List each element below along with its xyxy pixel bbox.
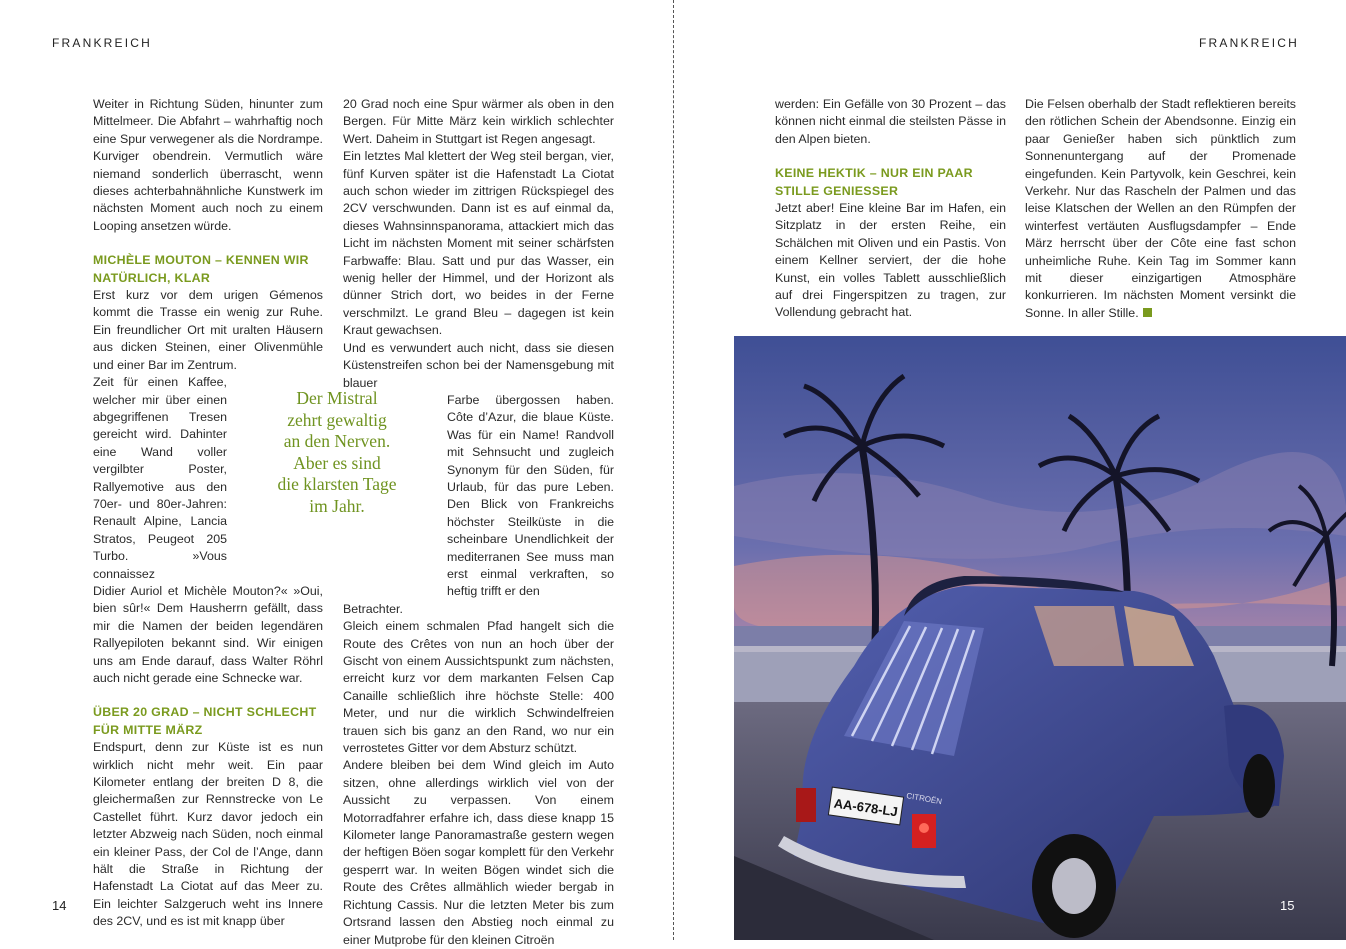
column-4: [1025, 96, 1296, 322]
pull-quote-line: an den Nerven.: [283, 431, 391, 451]
pull-quote-line: Aber es sind: [293, 452, 381, 473]
paragraph: werden: Ein Gefälle von 30 Prozent – das können nicht einmal die steilsten Pässe in den Alpen bieten.: [775, 97, 1006, 146]
page-number-left: 14: [52, 898, 67, 913]
paragraph: Farbe übergossen haben. Côte d’Azur, die blaue Küste. Was für ein Name! Randvoll mit Sehnsucht und zugleich Synonym für den Süden, für Urlaub, für das pure Leben. Den Blick von Frankreichs höchster Steilküste in die scheinbare Unendlichkeit der mediterranen See muss man erst einmal verkraften, so heftig trifft er den: [447, 392, 614, 599]
paragraph-text: Die Felsen oberhalb der Stadt reflektieren bereits den rötlichen Schein der Abendsonne. Einzig ein paar Genießer haben sich pünktlich zum Sonnenuntergang auf der Promenade eingefunden. Kein Partyvolk, kein Geschrei, kein Verkehr. Nur das Rascheln der Palmen und das leise Klatschen der Wellen an den Rümpfen der winterfest vertäuten Ausflugsdampfer – Ende März herrscht über der Côte eine fast schon unheimliche Ruhe. Kein Tag im Sommer kann mit dieser einzigartigen Atmosphäre konkurrieren. Im nächsten Moment versinkt die Sonne. In aller Stille.: [1025, 97, 1296, 320]
photo-illustration: [734, 336, 1346, 940]
pull-quote-line: zehrt gewaltig: [287, 409, 387, 430]
section-heading: KEINE HEKTIK – NUR EIN PAAR STILLE GENIESSER: [775, 166, 973, 198]
pull-quote-line: im Jahr.: [309, 495, 365, 516]
paragraph: Ein letztes Mal klettert der Weg steil bergan, vier, fünf Kurven später ist die Hafenstadt La Ciotat auch schon wieder im zittrigen Rückspiegel des 2CV verschwunden. Dann ist es auf einmal da, dieses Wahnsinnspanorama, attackiert mich das Licht im nächsten Moment mit seiner schärfsten Farbwaffe: Blau. Satt und pur das Wasser, ein wenig heller der Himmel, und der Horizont als dünner Strich dort, wo beides in der Ferne verschmilzt. Le grand Bleu – dagegen ist kein Kraut gewachsen.: [343, 149, 614, 338]
running-head-right: FRANKREICH: [1198, 36, 1299, 50]
car-badge: CITROËN: [905, 791, 943, 807]
paragraph: Weiter in Richtung Süden, hinunter zum Mittelmeer. Die Abfahrt – wahrhaftig noch eine Spur verwegener als die Nordrampe. Kurviger obendrein. Vermutlich wäre niemand sonderlich überrascht, wenn dieses achterbahnähnliche Kunstwerk im nächsten Moment auch noch zu einem Looping ansetzen würde.: [93, 97, 323, 233]
pull-quote-line: Der Mistral: [296, 388, 378, 408]
left-page: [0, 0, 673, 947]
paragraph: [1025, 96, 1296, 322]
pull-quote-line: die klarsten Tage: [277, 474, 397, 494]
paragraph: Zeit für einen Kaffee, welcher mir über einen abgegriffenen Tresen gereicht wird. Dahinter eine Wand voller vergilbter Poster, Rallyemotive aus den 70er- und 80er-Jahren: Renault Alpine, Lancia Stratos, Peugeot 205 Turbo. »Vous connaissez: [93, 375, 227, 581]
paragraph: Gleich einem schmalen Pfad hangelt sich die Route des Crêtes von nun an hoch über der Gischt von einem Aussichtspunkt zum nächsten, erreicht kurz vor dem markanten Felsen Cap Canaille schließlich ihre höchste Stelle: 400 Meter, und nur die wirklich Schwindelfreien trauen sich bis ganz an den Rand, wo nur ein verrostetes Gitter vor dem Absturz schützt.: [343, 619, 614, 756]
photo-2cv-sunset: [734, 336, 1346, 940]
page-fold-divider: [673, 0, 674, 940]
paragraph: Didier Auriol et Michèle Mouton?« »Oui, bien sûr!« Dem Hausherrn gefällt, dass mir die Namen der beiden legendären Rallyepiloten bekannt sind. Wir einigen uns am Ende darauf, dass Walter Röhrl auch nicht gerade eine Schnecke war.: [93, 583, 323, 685]
section-heading: MICHÈLE MOUTON – KENNEN WIR NATÜRLICH, KLAR: [93, 253, 309, 285]
paragraph: Endspurt, denn zur Küste ist es nun wirklich nicht mehr weit. Ein paar Kilometer entlang der breiten D 8, die gleichermaßen zur Rennstrecke von Le Castellet führt. Kurz davor jedoch ein letzter Abzweig nach Süden, noch einmal ein kleiner Pass, der Col de l’Ange, dann hält die Straße in Richtung der Hafenstadt La Ciotat auf das Meer zu. Ein leichter Salzgeruch weht ins Innere des 2CV, und es ist mit knapp über: [93, 740, 323, 929]
paragraph: Erst kurz vor dem urigen Gémenos kommt die Trasse ein wenig zur Ruhe. Ein freundlicher Ort mit uralten Häusern aus dicken Steinen, einer Olivenmühle und einer Bar im Zentrum.: [93, 288, 323, 372]
column-3: [775, 96, 1006, 322]
paragraph: 20 Grad noch eine Spur wärmer als oben in den Bergen. Für Mitte März kein wirklich schlechter Wert. Daheim in Stuttgart ist Regen angesagt.: [343, 97, 614, 146]
section-heading: ÜBER 20 GRAD – NICHT SCHLECHT FÜR MITTE MÄRZ: [93, 705, 317, 737]
paragraph: Betrachter.: [343, 601, 403, 616]
license-plate-text: AA-678-LJ: [832, 795, 899, 820]
running-head-left: FRANKREICH: [52, 36, 153, 50]
pull-quote: [256, 388, 418, 517]
paragraph: Und es verwundert auch nicht, dass sie diesen Küstenstreifen schon bei der Namensgebung mit blauer: [343, 340, 614, 390]
page-number-right: 15: [1280, 898, 1295, 913]
paragraph: Jetzt aber! Eine kleine Bar im Hafen, ein Sitzplatz in der ersten Reihe, ein Schälchen mit Oliven und ein Pastis. Von einem Kellner serviert, der die hohe Kunst, ein volles Tablett ausschließlich auf drei Fingerspitzen zu tragen, zur Vollendung gebracht hat.: [775, 201, 1006, 320]
paragraph: Andere bleiben bei dem Wind gleich im Auto sitzen, ohne allerdings wirklich viel von der Aussicht zu verpassen. Von einem Motorradfahrer erfahre ich, dass diese knapp 15 Kilometer lange Panoramastraße gestern wegen der heftigen Böen sogar komplett für den Verkehr gesperrt war. In weiten Bögen windet sich die Route des Crêtes allmählich wieder bergab in Richtung Cassis. Nur die letzten Meter bis zum Ortsrand lassen den Abstieg noch einmal zu einer Mutprobe für den kleinen Citroën: [343, 758, 614, 947]
column-2: [343, 96, 614, 949]
end-mark-square-icon: [1143, 308, 1152, 317]
